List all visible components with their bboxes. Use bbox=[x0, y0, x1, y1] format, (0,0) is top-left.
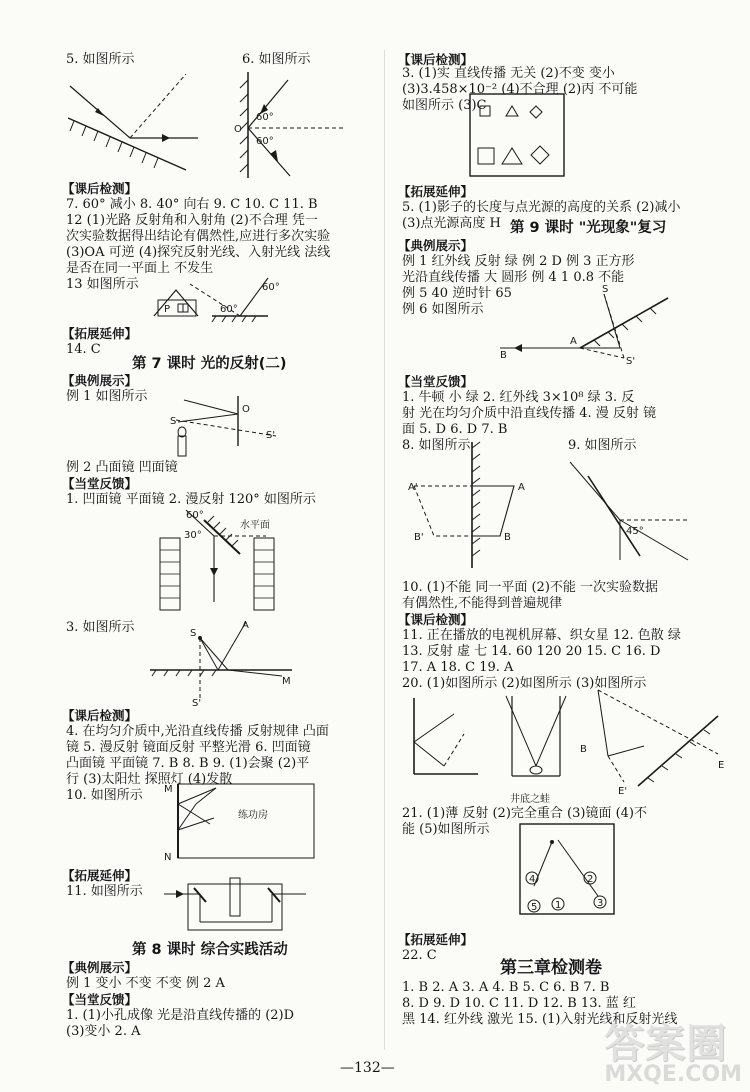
answer-line: 3. 如图所示 bbox=[66, 620, 135, 635]
answer-line: 14. C bbox=[66, 342, 101, 357]
answer-line: 光沿直线传播 大 圆形 例 4 1 0.8 不能 bbox=[402, 270, 625, 285]
svg-text:60°: 60° bbox=[256, 136, 274, 147]
figure-q21-numbered bbox=[518, 822, 618, 918]
lesson-title: 第 7 课时 光的反射(二) bbox=[132, 356, 287, 372]
section-heading: 【当堂反馈】 bbox=[62, 992, 138, 1007]
figure-q6-reflection bbox=[226, 70, 346, 180]
svg-text:60°: 60° bbox=[262, 282, 280, 293]
svg-text:S': S' bbox=[626, 356, 636, 367]
answer-line: 例 1 如图所示 bbox=[66, 389, 148, 404]
section-heading: 【课后检测】 bbox=[398, 52, 474, 67]
svg-text:A': A' bbox=[408, 482, 418, 493]
answer-line: 例 5 40 逆时针 65 bbox=[402, 286, 512, 301]
answer-line: 镜 5. 漫反射 镜面反射 平整光滑 6. 凹面镜 bbox=[66, 740, 311, 755]
svg-text:S: S bbox=[190, 628, 197, 639]
svg-text:M: M bbox=[282, 676, 291, 687]
answer-line: 11. 正在播放的电视机屏幕、织女星 12. 色散 绿 bbox=[402, 628, 681, 643]
figure-q2-well-mirror bbox=[156, 506, 306, 616]
answer-line: 13 如图所示 bbox=[66, 277, 139, 292]
figure-ex6-mirror bbox=[500, 284, 680, 370]
section-heading: 【典例展示】 bbox=[62, 373, 138, 388]
figure-caption: 井底之蛙 bbox=[510, 794, 550, 805]
answer-line: 凸面镜 平面镜 7. B 8. B 9. (1)会聚 (2)平 bbox=[66, 756, 310, 771]
figure-shapes bbox=[468, 92, 568, 180]
answer-line: 例 6 如图所示 bbox=[402, 302, 484, 317]
svg-text:水平面: 水平面 bbox=[240, 520, 270, 531]
svg-text:S: S bbox=[170, 416, 177, 427]
svg-text:2: 2 bbox=[587, 874, 594, 885]
watermark-text: 答案圈 bbox=[604, 1021, 728, 1067]
svg-text:60°: 60° bbox=[256, 112, 274, 123]
figure-q5-reflection bbox=[60, 74, 200, 174]
svg-text:练功房: 练功房 bbox=[238, 810, 268, 821]
lesson-title: 第 8 课时 综合实践活动 bbox=[132, 942, 288, 958]
answer-line: 12 (1)光路 反射角和入射角 (2)不合理 凭一 bbox=[66, 213, 318, 228]
answer-line: 例 1 变小 不变 不变 例 2 A bbox=[66, 976, 225, 991]
answer-line: 1. B 2. A 3. A 4. B 5. C 6. B 7. B bbox=[402, 980, 610, 995]
answer-line: 次实验数据得出结论有偶然性,应进行多次实验 bbox=[66, 229, 331, 244]
section-heading: 【典例展示】 bbox=[398, 238, 474, 253]
svg-text:1: 1 bbox=[555, 900, 562, 911]
section-heading: 【课后检测】 bbox=[398, 612, 474, 627]
svg-text:A: A bbox=[242, 620, 249, 631]
answer-line: 21. (1)薄 反射 (2)完全重合 (3)镜面 (4)不 bbox=[402, 806, 647, 821]
svg-text:B: B bbox=[504, 532, 511, 543]
answer-line: (3)3.458×10⁻² (4)不合理 (2)丙 不可能 bbox=[402, 82, 638, 97]
answer-line: 有偶然性,不能得到普遍规律 bbox=[402, 596, 563, 611]
figure-q8-mirror bbox=[404, 440, 554, 572]
answer-line: 如图所示 (3)C bbox=[402, 98, 487, 113]
svg-text:O: O bbox=[242, 404, 250, 415]
svg-text:E: E bbox=[718, 760, 725, 771]
answer-line: 20. (1)如图所示 (2)如图所示 (3)如图所示 bbox=[402, 676, 647, 691]
answer-line: 11. 如图所示 bbox=[66, 884, 143, 899]
svg-text:M: M bbox=[164, 784, 173, 795]
figure-q20b-well bbox=[504, 690, 574, 790]
section-heading: 【拓展延伸】 bbox=[398, 184, 474, 199]
answer-line: 4. 在均匀介质中,光沿直线传播 反射规律 凸面 bbox=[66, 724, 329, 739]
svg-text:B: B bbox=[580, 744, 587, 755]
figure-q3-reflection bbox=[146, 616, 296, 708]
section-heading: 【拓展延伸】 bbox=[62, 326, 138, 341]
answer-line: 射 光在均匀介质中沿直线传播 4. 漫 反射 镜 bbox=[402, 406, 657, 421]
answer-line: 1. 凹面镜 平面镜 2. 漫反射 120° 如图所示 bbox=[66, 492, 316, 507]
answer-line: 10. (1)不能 同一平面 (2)不能 一次实验数据 bbox=[402, 580, 659, 595]
answer-line: 3. (1)实 直线传播 无关 (2)不变 变小 bbox=[402, 66, 615, 81]
watermark-logo bbox=[604, 1021, 742, 1087]
watermark-url: MXQE.COM bbox=[604, 1062, 742, 1087]
svg-text:30°: 30° bbox=[184, 530, 202, 541]
svg-text:B: B bbox=[500, 350, 507, 361]
svg-text:60°: 60° bbox=[186, 510, 204, 521]
answer-line: 5. (1)影子的长度与点光源的高度的关系 (2)减小 bbox=[402, 200, 681, 215]
answer-line: 是否在同一平面上 不发生 bbox=[66, 261, 214, 276]
svg-text:N: N bbox=[164, 852, 172, 862]
page-number: —132— bbox=[340, 1060, 395, 1076]
column-divider bbox=[384, 50, 385, 1050]
answer-line: 22. C bbox=[402, 948, 437, 963]
answer-line: 5. 如图所示 bbox=[66, 52, 135, 67]
section-heading: 【课后检测】 bbox=[62, 181, 138, 196]
section-heading: 【拓展延伸】 bbox=[62, 868, 138, 883]
svg-text:3: 3 bbox=[597, 898, 604, 909]
answer-line: (3)变小 2. A bbox=[66, 1024, 141, 1039]
section-heading: 【典例展示】 bbox=[62, 960, 138, 975]
section-heading: 【拓展延伸】 bbox=[398, 932, 474, 947]
answer-line: 17. A 18. C 19. A bbox=[402, 660, 514, 675]
answer-line: 例 1 红外线 反射 绿 例 2 D 例 3 正方形 bbox=[402, 254, 635, 269]
answer-line: 8. D 9. D 10. C 11. D 12. B 13. 蓝 红 bbox=[402, 996, 636, 1011]
answer-line: 9. 如图所示 bbox=[568, 438, 637, 453]
svg-text:B': B' bbox=[414, 532, 424, 543]
svg-text:O: O bbox=[234, 124, 242, 135]
answer-line: 7. 60° 减小 8. 40° 向右 9. C 10. C 11. B bbox=[66, 197, 318, 212]
svg-text:S': S' bbox=[192, 698, 202, 708]
answer-line: 能 (5)如图所示 bbox=[402, 822, 490, 837]
figure-q11-periscope bbox=[160, 874, 310, 938]
svg-text:E': E' bbox=[618, 786, 628, 796]
answer-line: 8. 如图所示 bbox=[402, 438, 471, 453]
answer-line: 黑 14. 红外线 激光 15. (1)入射光线和反射光线 bbox=[402, 1012, 678, 1027]
figure-q20a bbox=[408, 694, 488, 778]
section-heading: 【当堂反馈】 bbox=[62, 476, 138, 491]
answer-line: 1. 牛顿 小 绿 2. 红外线 3×10⁸ 绿 3. 反 bbox=[402, 390, 635, 405]
figure-q9-mirror bbox=[568, 456, 698, 566]
svg-text:4: 4 bbox=[529, 874, 536, 885]
answer-line: 6. 如图所示 bbox=[242, 52, 311, 67]
section-heading: 【课后检测】 bbox=[62, 708, 138, 723]
svg-text:S: S bbox=[602, 284, 609, 295]
svg-text:5: 5 bbox=[531, 902, 538, 913]
lesson-title: 第 9 课时 "光现象"复习 bbox=[510, 220, 667, 236]
figure-q10-dance-room bbox=[160, 778, 320, 862]
svg-text:P: P bbox=[164, 304, 171, 315]
figure-q13-house-mirror bbox=[150, 268, 300, 324]
svg-text:S': S' bbox=[266, 430, 276, 441]
svg-text:45°: 45° bbox=[626, 526, 644, 537]
answer-line: (3)OA 可逆 (4)探究反射光线、入射光线 法线 bbox=[66, 245, 331, 260]
svg-text:A: A bbox=[518, 482, 525, 493]
section-heading: 【当堂反馈】 bbox=[398, 374, 474, 389]
chapter-test-title: 第三章检测卷 bbox=[500, 958, 602, 978]
figure-ex1-mirror-image bbox=[166, 392, 286, 464]
svg-text:60°: 60° bbox=[220, 304, 238, 315]
answer-line: 13. 反射 虚 七 14. 60 120 20 15. C 16. D bbox=[402, 644, 661, 659]
answer-line: 行 (3)太阳灶 探照灯 (4)发散 bbox=[66, 772, 233, 787]
answer-line: (3)点光源高度 H bbox=[402, 216, 501, 231]
figure-q20c bbox=[578, 686, 728, 796]
answer-line: 1. (1)小孔成像 光是沿直线传播的 (2)D bbox=[66, 1008, 295, 1023]
answer-line: 面 5. D 6. D 7. B bbox=[402, 422, 508, 437]
svg-text:A: A bbox=[570, 336, 577, 347]
answer-line: 例 2 凸面镜 凹面镜 bbox=[66, 460, 178, 475]
answer-line: 10. 如图所示 bbox=[66, 788, 143, 803]
